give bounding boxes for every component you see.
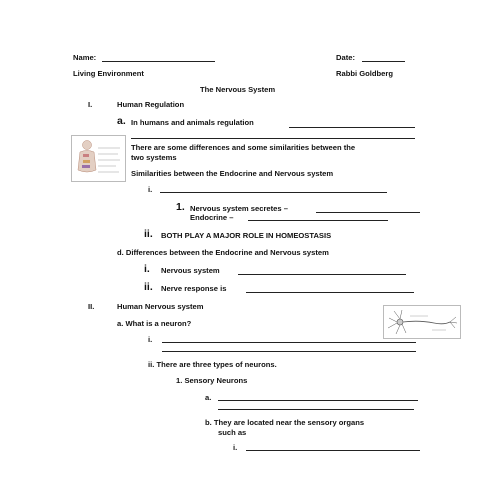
sensory-neurons-heading: 1. Sensory Neurons xyxy=(176,376,248,385)
item-c-i-marker: i. xyxy=(148,185,153,194)
section-2-heading: Human Nervous system xyxy=(117,302,204,311)
date-field[interactable] xyxy=(362,61,405,62)
item-b-line-1: There are some differences and some similarities between the xyxy=(131,143,356,152)
nervous-secretes-blank[interactable] xyxy=(316,212,420,213)
name-label: Name: xyxy=(73,53,97,62)
sensory-a-marker: a. xyxy=(205,393,212,402)
item-a-blank-2[interactable] xyxy=(131,138,415,139)
nervous-secretes-text: Nervous system secretes – xyxy=(190,204,288,213)
item-d-text: d. Differences between the Endocrine and Nervous system xyxy=(117,248,329,257)
item-a-marker: a. xyxy=(117,115,126,127)
endocrine-text: Endocrine – xyxy=(190,213,234,222)
item-d-i-marker: i. xyxy=(144,263,150,275)
page-title: The Nervous System xyxy=(200,85,276,94)
item-d-ii-blank[interactable] xyxy=(246,292,414,293)
item-d-ii-text: Nerve response is xyxy=(161,284,227,293)
neuron-image xyxy=(383,305,461,339)
item-2a-i-blank[interactable] xyxy=(162,342,416,343)
sensory-b-line-1: b. They are located near the sensory organs xyxy=(205,418,365,427)
name-field[interactable] xyxy=(102,61,215,62)
item-c-heading: Similarities between the Endocrine and Nervous system xyxy=(131,169,334,178)
item-d-i-text: Nervous system xyxy=(161,266,220,275)
endocrine-system-illustration xyxy=(72,136,125,181)
item-d-i-blank[interactable] xyxy=(238,274,406,275)
teacher-name: Rabbi Goldberg xyxy=(336,69,393,78)
item-2a-i-blank-2[interactable] xyxy=(162,351,416,352)
item-1-marker: 1. xyxy=(176,201,185,213)
sensory-a-blank-2[interactable] xyxy=(218,409,414,410)
item-ii-text: BOTH PLAY A MAJOR ROLE IN HOMEOSTASIS xyxy=(161,231,332,240)
section-1-heading: Human Regulation xyxy=(117,100,185,109)
endocrine-system-image xyxy=(71,135,126,182)
sensory-b-i-marker: i. xyxy=(233,443,238,452)
date-label: Date: xyxy=(336,53,355,62)
neuron-illustration xyxy=(384,306,460,338)
sensory-b-line-2: such as xyxy=(218,428,247,437)
item-2a-ii-text: ii. There are three types of neurons. xyxy=(148,360,277,369)
sensory-a-blank[interactable] xyxy=(218,400,418,401)
item-ii-marker: ii. xyxy=(144,228,153,240)
item-a-blank[interactable] xyxy=(289,127,415,128)
section-1-numeral: I. xyxy=(88,100,93,109)
section-2-numeral: II. xyxy=(88,302,95,311)
sensory-b-i-blank[interactable] xyxy=(246,450,420,451)
course-name: Living Environment xyxy=(73,69,144,78)
item-d-ii-marker: ii. xyxy=(144,281,153,293)
item-2a-text: a. What is a neuron? xyxy=(117,319,192,328)
endocrine-blank[interactable] xyxy=(248,220,388,221)
item-c-i-blank[interactable] xyxy=(160,192,387,193)
item-b-line-2: two systems xyxy=(131,153,177,162)
item-2a-i-marker: i. xyxy=(148,335,153,344)
item-a-text: In humans and animals regulation xyxy=(131,118,254,127)
